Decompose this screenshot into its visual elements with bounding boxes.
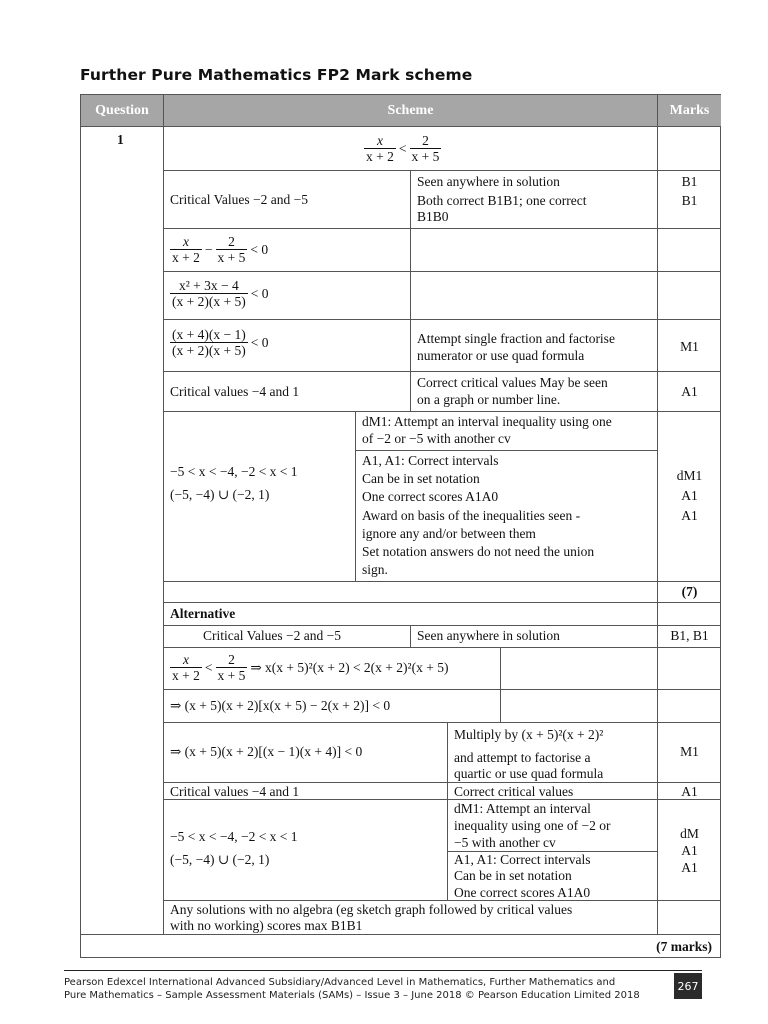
alt-int-mark-1: dM	[680, 826, 699, 841]
page-title: Further Pure Mathematics FP2 Mark scheme	[80, 66, 473, 84]
alt-dm1-note-1: dM1: Attempt an interval	[454, 801, 591, 816]
alt-fact-note-2: and attempt to factorise a	[454, 750, 591, 765]
cv-note-3: B1B0	[417, 209, 449, 224]
alt-int-mark-3: A1	[681, 860, 698, 875]
header-marks: Marks	[658, 95, 721, 127]
factorise-mark: M1	[680, 339, 699, 354]
alt-factorised-expression: ⇒ (x + 5)(x + 2)[(x − 1)(x + 4)] < 0	[170, 744, 363, 759]
alt-intervals-line-1: −5 < x < −4, −2 < x < 1	[170, 829, 298, 844]
alt-a1-note-1: A1, A1: Correct intervals	[454, 852, 591, 867]
alt-a1-note-3: One correct scores A1A0	[454, 885, 591, 900]
combined-fraction: $\frac{\text{x² + 3x − 4}}{(x + 2)(x + 5)}$ < 0	[172, 278, 269, 309]
inequality-expression: $\frac{x}{x + 2}$ < $\frac{2}{x + 5}$	[366, 133, 440, 164]
a1-note-7: sign.	[362, 562, 388, 577]
alt-fact-note-1: Multiply by (x + 5)²(x + 2)²	[454, 727, 604, 742]
dm1-note-2: of −2 or −5 with another cv	[362, 431, 511, 446]
cv2-note-2: on a graph or number line.	[417, 392, 561, 407]
critical-values-2: Critical values −4 and 1	[170, 384, 300, 399]
alt-fact-note-3: quartic or use quad formula	[454, 766, 604, 781]
cv-mark-1: B1	[681, 174, 698, 189]
cv-mark-2: B1	[681, 193, 698, 208]
intervals-mark-3: A1	[681, 508, 698, 523]
intervals-line-1: −5 < x < −4, −2 < x < 1	[170, 464, 298, 479]
alt-dm1-note-2: inequality using one of −2 or	[454, 818, 611, 833]
intervals-line-2: (−5, −4) ∪ (−2, 1)	[170, 487, 270, 502]
cv2-note-1: Correct critical values May be seen	[417, 375, 608, 390]
dm1-note-1: dM1: Attempt an interval inequality using one	[362, 414, 612, 429]
factorised-fraction: $\frac{(x + 4)(x - 1)}{(x + 2)(x + 5)}$ < 0	[172, 327, 269, 358]
alt-fact-mark: M1	[680, 744, 699, 759]
footer-line-1: Pearson Edexcel International Advanced Subsidiary/Advanced Level in Mathematics, Further Mathematics and	[64, 977, 616, 988]
subtract-expression: $\frac{x}{x + 2}$ − $\frac{2}{x + 5}$ < 0	[172, 234, 269, 265]
cv2-mark: A1	[681, 384, 698, 399]
alt-critical-values: Critical Values −2 and −5	[203, 628, 341, 643]
footer	[64, 976, 640, 1002]
no-algebra-note-2: with no working) scores max B1B1	[170, 918, 363, 933]
intervals-mark-1: dM1	[676, 468, 703, 483]
factorise-note-1: Attempt single fraction and factorise	[417, 331, 615, 346]
alternative-heading: Alternative	[170, 606, 236, 621]
header-scheme: Scheme	[164, 95, 657, 127]
cv-note-2: Both correct B1B1; one correct	[417, 193, 587, 208]
page-number: 267	[674, 973, 702, 999]
alt-step-expression: ⇒ (x + 5)(x + 2)[x(x + 5) − 2(x + 2)] < 0	[170, 698, 391, 713]
question-number: 1	[117, 132, 124, 147]
critical-values-text: Critical Values −2 and −5	[170, 192, 308, 207]
a1-note-6: Set notation answers do not need the union	[362, 544, 595, 559]
footer-divider	[64, 970, 702, 971]
cv-note-1: Seen anywhere in solution	[417, 174, 560, 189]
intervals-mark-2: A1	[681, 488, 698, 503]
alt-cv2-mark: A1	[681, 784, 698, 799]
total-marks-final: (7 marks)	[656, 939, 712, 954]
a1-note-3: One correct scores A1A0	[362, 489, 499, 504]
alt-intervals-line-2: (−5, −4) ∪ (−2, 1)	[170, 852, 270, 867]
alt-cv-note: Seen anywhere in solution	[417, 628, 560, 643]
alt-a1-note-2: Can be in set notation	[454, 868, 572, 883]
a1-note-1: A1, A1: Correct intervals	[362, 453, 499, 468]
a1-note-2: Can be in set notation	[362, 471, 480, 486]
alt-critical-values-2: Critical values −4 and 1	[170, 784, 300, 799]
alt-cv-mark: B1, B1	[670, 628, 709, 643]
alt-int-mark-2: A1	[681, 843, 698, 858]
a1-note-5: ignore any and/or between them	[362, 526, 536, 541]
alt-multiply-expression: $\frac{x}{x + 2}$ < $\frac{2}{x + 5}$ ⇒ x(x + 5)²(x + 2) < 2(x + 2)²(x + 5)	[172, 652, 449, 683]
alt-dm1-note-3: −5 with another cv	[454, 835, 556, 850]
mark-scheme-table	[80, 94, 721, 958]
factorise-note-2: numerator or use quad formula	[417, 348, 585, 363]
a1-note-4: Award on basis of the inequalities seen -	[362, 508, 581, 523]
no-algebra-note-1: Any solutions with no algebra (eg sketch graph followed by critical values	[170, 902, 573, 917]
footer-line-2: Pure Mathematics – Sample Assessment Materials (SAMs) – Issue 3 – June 2018 © Pearson Education Limited 2018	[64, 990, 640, 1001]
total-marks-7: (7)	[681, 584, 698, 599]
alt-cv2-note: Correct critical values	[454, 784, 574, 799]
header-question: Question	[81, 95, 163, 127]
